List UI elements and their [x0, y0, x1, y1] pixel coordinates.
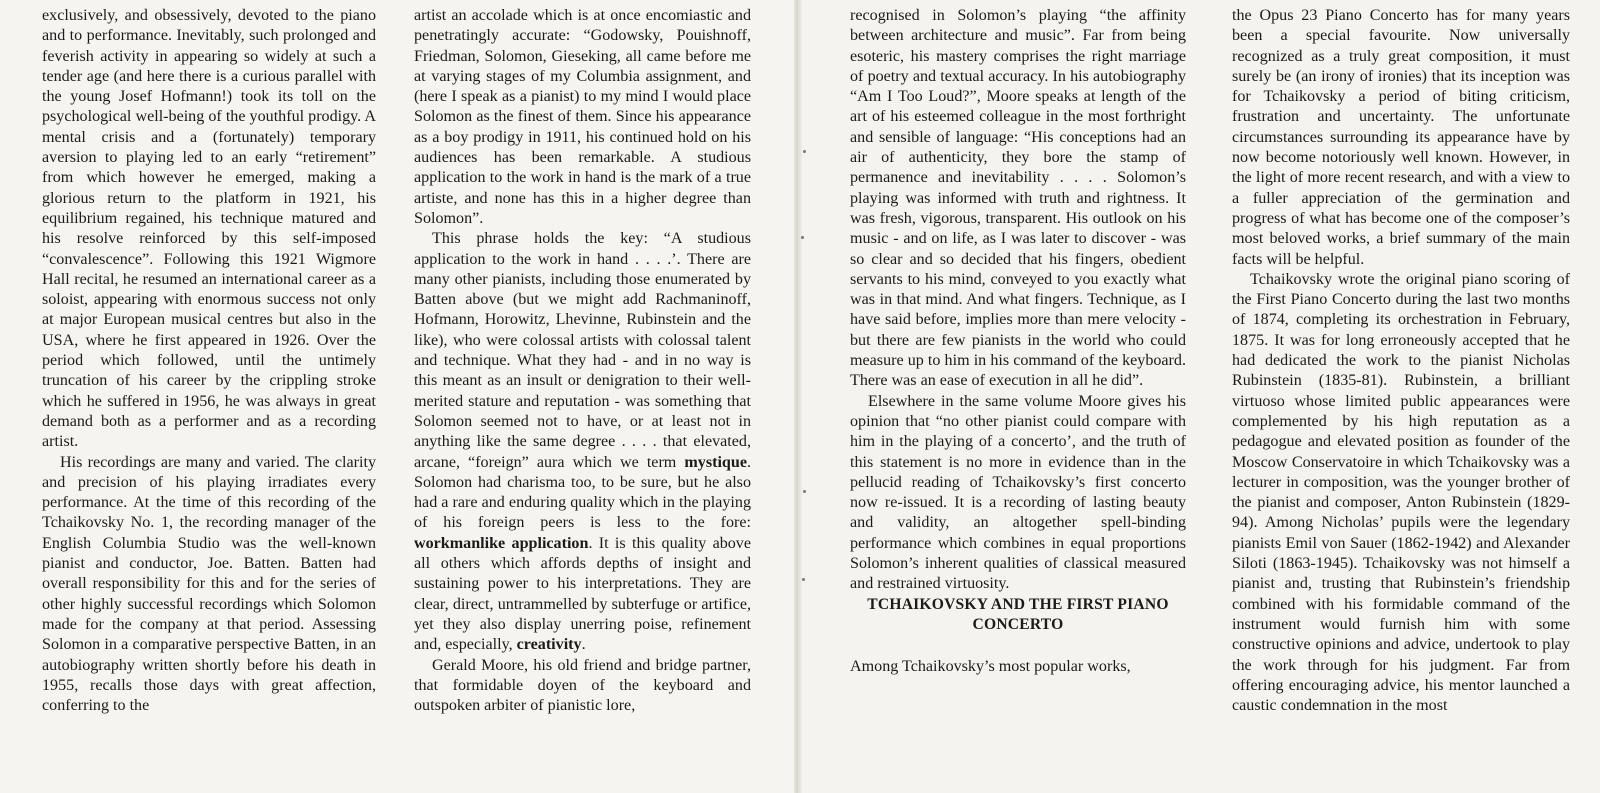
paper-speck: [803, 490, 806, 493]
paragraph: His recordings are many and varied. The clarity and precision of his playing irradiates every performance. At the time of this recording of the Tchaikovsky No. 1, the recording manager of the English Columbia Studio was the well-known pianist and conductor, Joe. Batten. Batten had overall responsibility for this and for the series of other highly successful recordings which Solomon made for the company at that period. Assessing Solomon in a comparative perspective Batten, in an autobiography written shortly before his death in 1955, recalls those days with great affection, conferring to the: [42, 453, 376, 715]
paragraph: the Opus 23 Piano Concerto has for many years been a special favourite. Now universally recognized as a truly great composition, it must surely be (an irony of ironies) that its inception was for Tchaikovsky a period of biting criticism, frustration and uncertainty. The unfortunate circumstances surrounding its appearance have by now become notoriously well known. However, in the light of more recent research, and with a view to a fuller appreciation of the germination and progress of what has become one of the composer’s most beloved works, a brief summary of the main facts will be helpful.: [1232, 7, 1570, 268]
paragraph: Tchaikovsky wrote the original piano scoring of the First Piano Concerto during the last two months of 1874, completing its orchestration in February, 1875. It was for long erroneously accepted that he had dedicated the work to the pianist Nicholas Rubinstein (1835-81). Rubinstein, a brilliant virtuoso whose limited public appearances were complemented by his high reputation as a pedagogue and elevated position as founder of the Moscow Conservatoire in which Tchaikovsky was a lecturer in composition, was the younger brother of the pianist and composer, Anton Rubinstein (1829-94). Among Nicholas’ pupils were the legendary pianists Emil von Sauer (1862-1942) and Alexander Siloti (1863-1945). Tchaikovsky was not himself a pianist and, trusting that Rubinstein’s friendship combined with his formidable command of the instrument would furnish him with some constructive opinions and advice, undertook to play the work through for his judgment. Far from offering encouraging advice, his mentor launched a caustic condemnation in the most: [1232, 270, 1570, 715]
section-heading: TCHAIKOVSKY AND THE FIRST PIANO CONCERTO: [867, 595, 1169, 633]
page-gutter: [794, 0, 802, 793]
paragraph: Elsewhere in the same volume Moore gives his opinion that “no other pianist could compare with him in the playing of a concerto’, and the truth of this statement is no more in evidence than in the pellucid reading of Tchaikovsky’s first concerto now re-issued. It is a recording of lasting beauty and validity, an altogether spell-binding performance which combines in equal proportions Solomon’s inherent qualities of classical measured and restrained virtuosity.: [850, 392, 1186, 593]
paragraph: exclusively, and obsessively, devoted to the piano and to performance. Inevitably, such prolonged and feverish activity in appearing so widely at such a tender age (and here there is a curious parallel with the young Josef Hofmann!) took its toll on the psychological well-being of the youthful prodigy. A mental crisis and a (fortunately) temporary aversion to playing led to an early “retirement” from which however he emerged, making a glorious return to the platform in 1921, his equilibrium regained, his technique matured and his resolve reinforced by this self-imposed “convalescence”. Following this 1921 Wigmore Hall recital, he resumed an international career as a soloist, appearing with enormous success not only at major European musical centres but also in the USA, where he first appeared in 1926. Over the period which followed, until the untimely truncation of his career by the crippling stroke which he suffered in 1956, he was always in great demand both as a performer and as a recording artist.: [42, 7, 376, 451]
paragraph: recognised in Solomon’s playing “the affinity between architecture and music”. Far from being esoteric, his mastery comprises the right marriage of poetry and textual accuracy. In his autobiography “Am I Too Loud?”, Moore speaks at length of the art of his esteemed colleague in the most forthright and sensible of language: “His conceptions had an air of authenticity, they bore the stamp of permanence and inevitability . . . . Solomon’s playing was informed with truth and rightness. It was fresh, vigorous, transparent. His outlook on his music - and on life, as I was later to discover - was so clear and so decided that his fingers, obedient servants to his mind, conveyed to you exactly what was in that mind. And what fingers. Technique, as I have said before, implies more than mere velocity - but there are few pianists in the world who could measure up to him in his command of the keyboard. There was an ease of execution in all he did”.: [850, 7, 1186, 390]
emphasis-creativity: creativity: [516, 636, 582, 654]
paper-speck: [803, 150, 806, 153]
paper-speck: [802, 578, 805, 581]
text-column-2: [414, 6, 751, 792]
paragraph-text: This phrase holds the key: “A studious application to the work in hand . . . .’. There are many other pianists, including those enumerated by Batten above (but we might add Rachmaninoff, Hofmann, Horowitz, Lhevinne, Rubinstein and the like), who were colossal artists with colossal talent and technique. What they had - and in no way is this meant as an insult or denigration to their well-merited stature and reputation - was something that Solomon seemed not to have, or at least not in anything like the same degree . . . . that elevated, arcane, “foreign” aura which we term: [414, 230, 751, 471]
paragraph: Among Tchaikovsky’s most popular works,: [850, 658, 1131, 676]
text-column-3: [850, 6, 1186, 792]
paragraph-text: . It is this quality above all others which affords depths of insight and sustaining power to his interpretations. They are clear, direct, untrammelled by subterfuge or artifice, yet they also display unerring poise, refinement and, especially,: [414, 534, 751, 654]
paragraph: artist an accolade which is at once encomiastic and penetratingly accurate: “Godowsky, Pouishnoff, Friedman, Solomon, Gieseking, all came before me at varying stages of my Columbia assignment, and (here I speak as a pianist) to my mind I would place Solomon as the finest of them. Since his appearance as a boy prodigy in 1911, his continued hold on his audiences has been remarkable. A studious application to the work in hand is the mark of a true artiste, and none has this in a higher degree than Solomon”.: [414, 7, 751, 227]
heading-spacer: [850, 635, 1186, 657]
paragraph: Gerald Moore, his old friend and bridge partner, that formidable doyen of the keyboard and outspoken arbiter of pianistic lore,: [414, 656, 751, 715]
emphasis-mystique: mystique: [684, 453, 747, 471]
paragraph: [414, 229, 751, 655]
text-column-1: [42, 6, 376, 792]
paragraph-text: .: [581, 636, 586, 654]
paper-speck: [801, 236, 804, 239]
paragraph-text: . Solomon had charisma too, to be sure, but he also had a rare and enduring quality which in the playing of his foreign peers is less to the fore:: [414, 453, 751, 532]
text-column-4: [1232, 6, 1570, 792]
emphasis-workmanlike: workmanlike application: [414, 534, 589, 552]
